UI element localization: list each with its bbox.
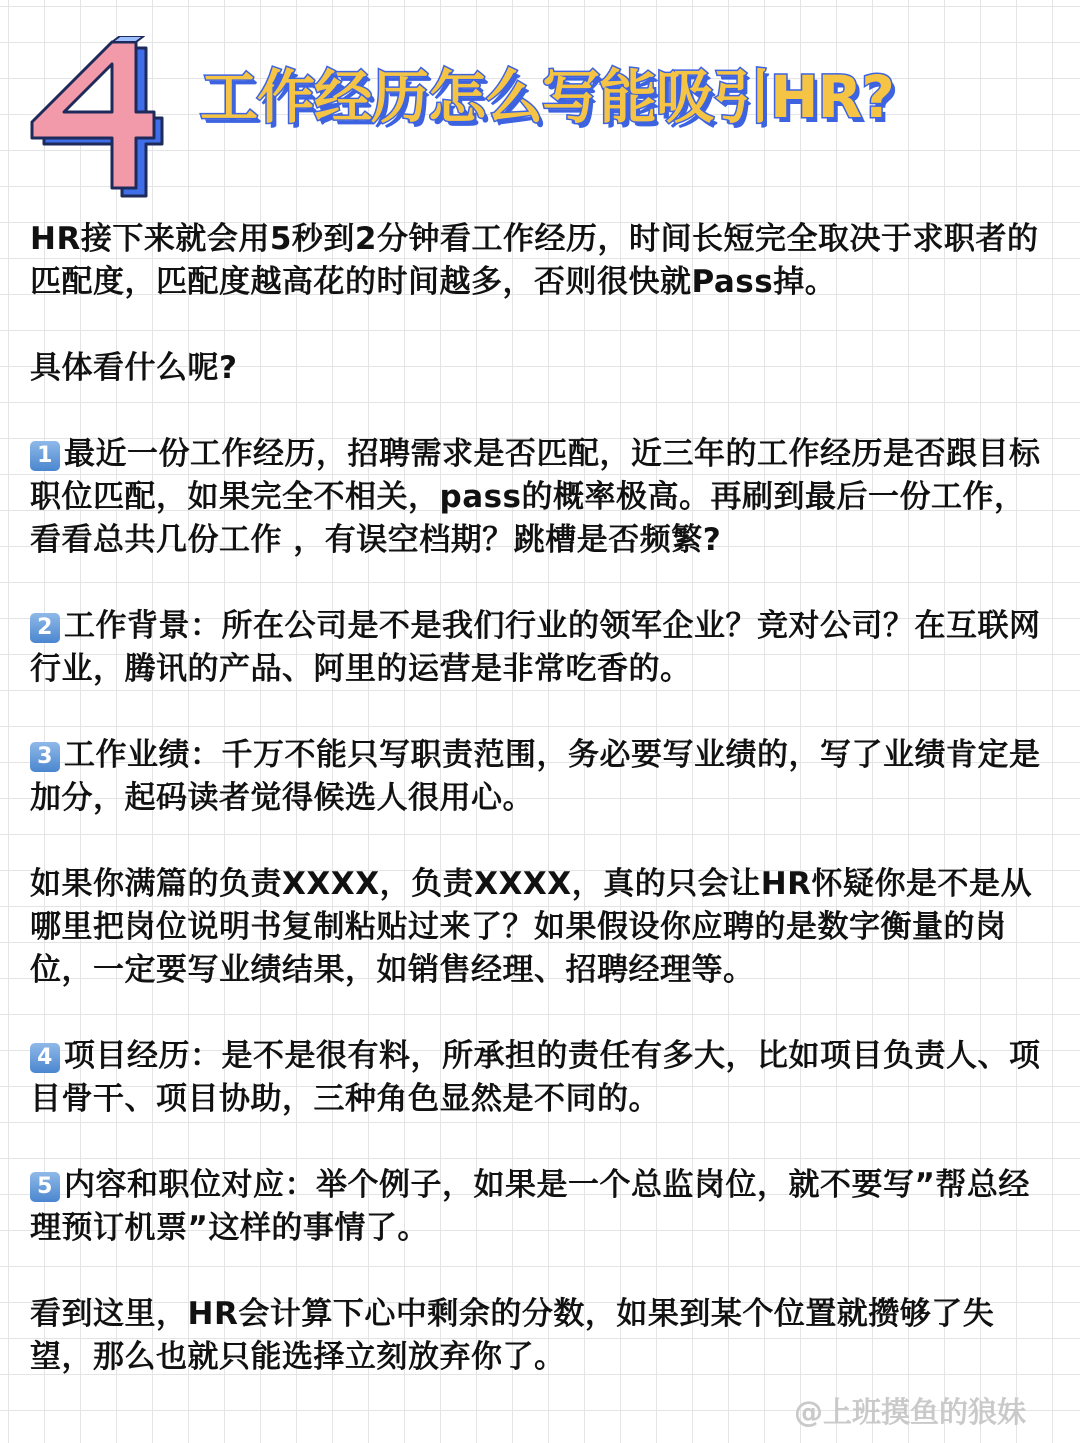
list-item-1 [30,433,1054,562]
number-1-badge-icon: 1 [30,441,60,471]
author-watermark: @上班摸鱼的狼妹 [793,1395,1026,1429]
list-item-5-text: 内容和职位对应：举个例子，如果是一个总监岗位，就不要写”帮总经理预订机票”这样的事情了。 [30,1167,1030,1246]
list-item-3 [30,734,1054,820]
number-four-face [32,36,154,188]
header [0,0,1080,210]
list-item-1-text: 最近一份工作经历，招聘需求是否匹配，近三年的工作经历是否跟目标职位匹配，如果完全不相关，pass的概率极高。再刷到最后一份工作，看看总共几份工作 ，有误空档期？跳槽是否频繁? [30,436,1041,558]
list-item-2-text: 工作背景：所在公司是不是我们行业的领军企业？竞对公司？在互联网行业，腾讯的产品、阿里的运营是非常吃香的。 [30,608,1041,687]
page-title: 工作经历怎么写能吸引HR? [200,63,894,131]
number-5-badge-icon: 5 [30,1172,60,1202]
conclusion-paragraph: 看到这里，HR会计算下心中剩余的分数，如果到某个位置就攒够了失望，那么也就只能选择立刻放弃你了。 [30,1296,995,1375]
list-item-4 [30,1035,1054,1121]
number-3-badge-icon: 3 [30,742,60,772]
list-item-2 [30,605,1054,691]
number-4-badge-icon: 4 [30,1043,60,1073]
list-item-3-text: 工作业绩：千万不能只写职责范围，务必要写业绩的，写了业绩肯定是加分，起码读者觉得候选人很用心。 [30,737,1041,816]
intro-paragraph: HR接下来就会用5秒到2分钟看工作经历，时间长短完全取决于求职者的匹配度，匹配度越高花的时间越多，否则很快就Pass掉。 [30,221,1039,300]
list-item-5 [30,1164,1054,1250]
article-body [30,218,1054,1379]
question-paragraph: 具体看什么呢? [30,350,238,386]
note-paragraph: 如果你满篇的负责XXXX，负责XXXX，真的只会让HR怀疑你是不是从哪里把岗位说明书复制粘贴过来了？如果假设你应聘的是数字衡量的岗位，一定要写业绩结果，如销售经理、招聘经理等。 [30,866,1033,988]
number-four-graphic [24,36,184,206]
number-2-badge-icon: 2 [30,613,60,643]
list-item-4-text: 项目经历：是不是很有料，所承担的责任有多大，比如项目负责人、项目骨干、项目协助，三种角色显然是不同的。 [30,1038,1041,1117]
